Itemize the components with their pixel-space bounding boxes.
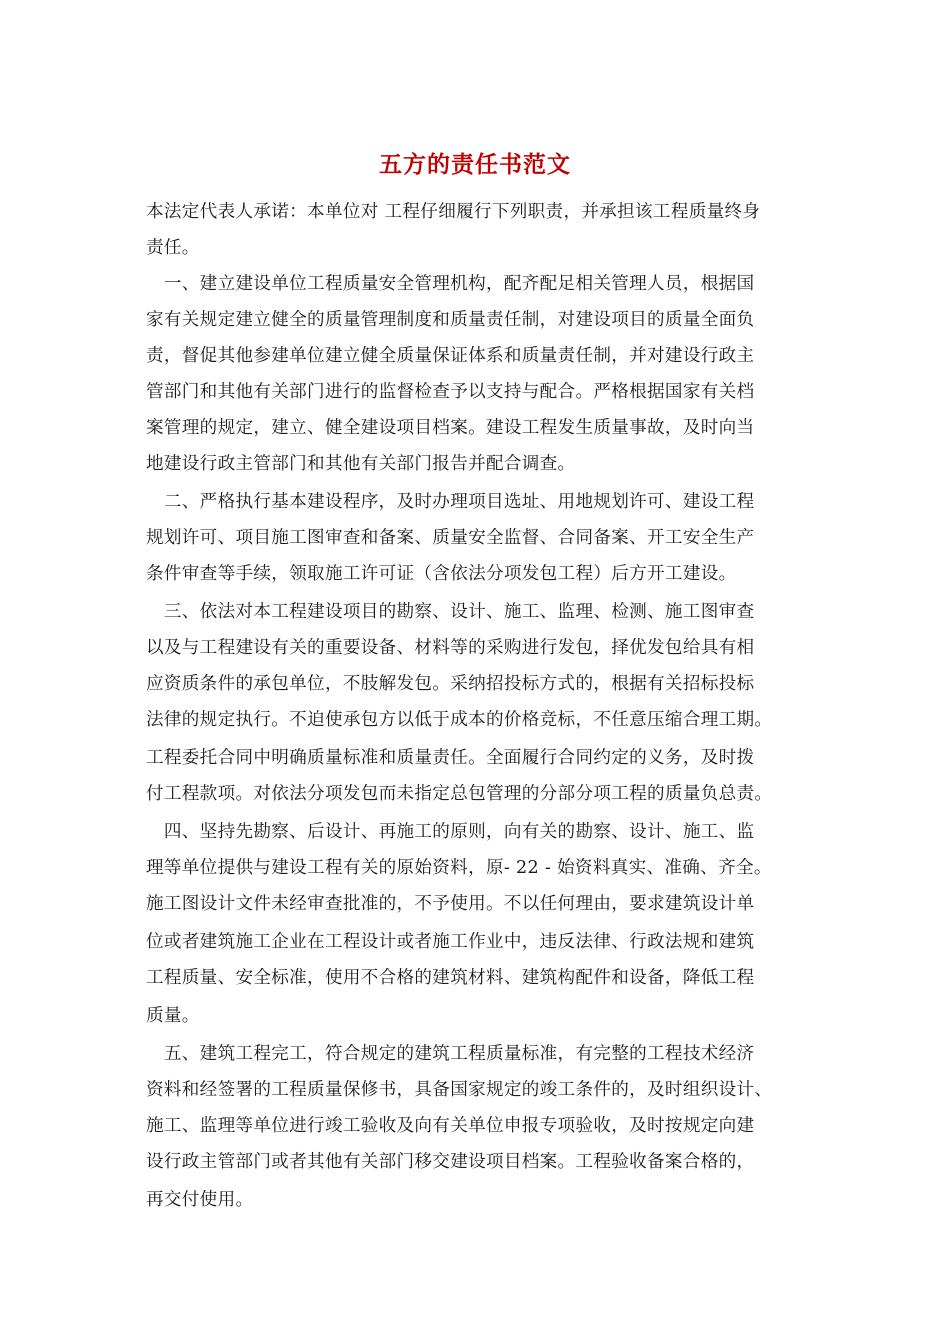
text-line: 工程委托合同中明确质量标准和质量责任。全面履行合同约定的义务，及时拨 [146,748,755,768]
text-line: 家有关规定建立健全的质量管理制度和质量责任制，对建设项目的质量全面负 [146,310,755,330]
text-line: 以及与工程建设有关的重要设备、材料等的采购进行发包，择优发包给具有相 [146,638,755,658]
text-line: 施工、监理等单位进行竣工验收及向有关单位申报专项验收，及时按规定向建 [146,1116,755,1136]
text-line: 三、依法对本工程建设项目的勘察、设计、施工、监理、检测、施工图审查 [146,602,755,622]
text-line: 地建设行政主管部门和其他有关部门报告并配合调查。 [146,454,576,474]
text-line: 本法定代表人承诺：本单位对 工程仔细履行下列职责，并承担该工程质量终身 [146,202,761,222]
text-line: 再交付使用。 [146,1190,254,1210]
text-line: 五、建筑工程完工，符合规定的建筑工程质量标准，有完整的工程技术经济 [146,1044,755,1064]
text-line: 二、严格执行基本建设程序，及时办理项目选址、用地规划许可、建设工程 [146,492,755,512]
text-line: 案管理的规定，建立、健全建设项目档案。建设工程发生质量事故，及时向当 [146,418,755,438]
text-line: 位或者建筑施工企业在工程设计或者施工作业中，违反法律、行政法规和建筑 [146,932,755,952]
text-line: 理等单位提供与建设工程有关的原始资料，原- 22 - 始资料真实、准确、齐全。 [146,858,772,878]
text-line: 工程质量、安全标准，使用不合格的建筑材料、建筑构配件和设备，降低工程 [146,968,755,988]
text-line: 四、坚持先勘察、后设计、再施工的原则，向有关的勘察、设计、施工、监 [146,822,755,842]
text-line: 管部门和其他有关部门进行的监督检查予以支持与配合。严格根据国家有关档 [146,382,755,402]
text-line: 法律的规定执行。不迫使承包方以低于成本的价格竞标，不任意压缩合理工期。 [146,710,773,730]
text-line: 质量。 [146,1006,200,1026]
text-line: 付工程款项。对依法分项发包而未指定总包管理的分部分项工程的质量负总责。 [146,784,773,804]
text-line: 条件审查等手续，领取施工许可证（含依法分项发包工程）后方开工建设。 [146,564,737,584]
text-line: 应资质条件的承包单位，不肢解发包。采纳招投标方式的，根据有关招标投标 [146,674,755,694]
text-line: 一、建立建设单位工程质量安全管理机构，配齐配足相关管理人员，根据国 [146,274,755,294]
text-line: 施工图设计文件未经审查批准的，不予使用。不以任何理由，要求建筑设计单 [146,894,755,914]
text-line: 责任。 [146,238,200,258]
document-title: 五方的责任书范文 [379,151,571,178]
text-line: 设行政主管部门或者其他有关部门移交建设项目档案。工程验收备案合格的， [146,1152,755,1172]
text-line: 责，督促其他参建单位建立健全质量保证体系和质量责任制，并对建设行政主 [146,346,755,366]
text-line: 资料和经签署的工程质量保修书，具备国家规定的竣工条件的，及时组织设计、 [146,1080,773,1100]
text-line: 规划许可、项目施工图审查和备案、质量安全监督、合同备案、开工安全生产 [146,528,755,548]
